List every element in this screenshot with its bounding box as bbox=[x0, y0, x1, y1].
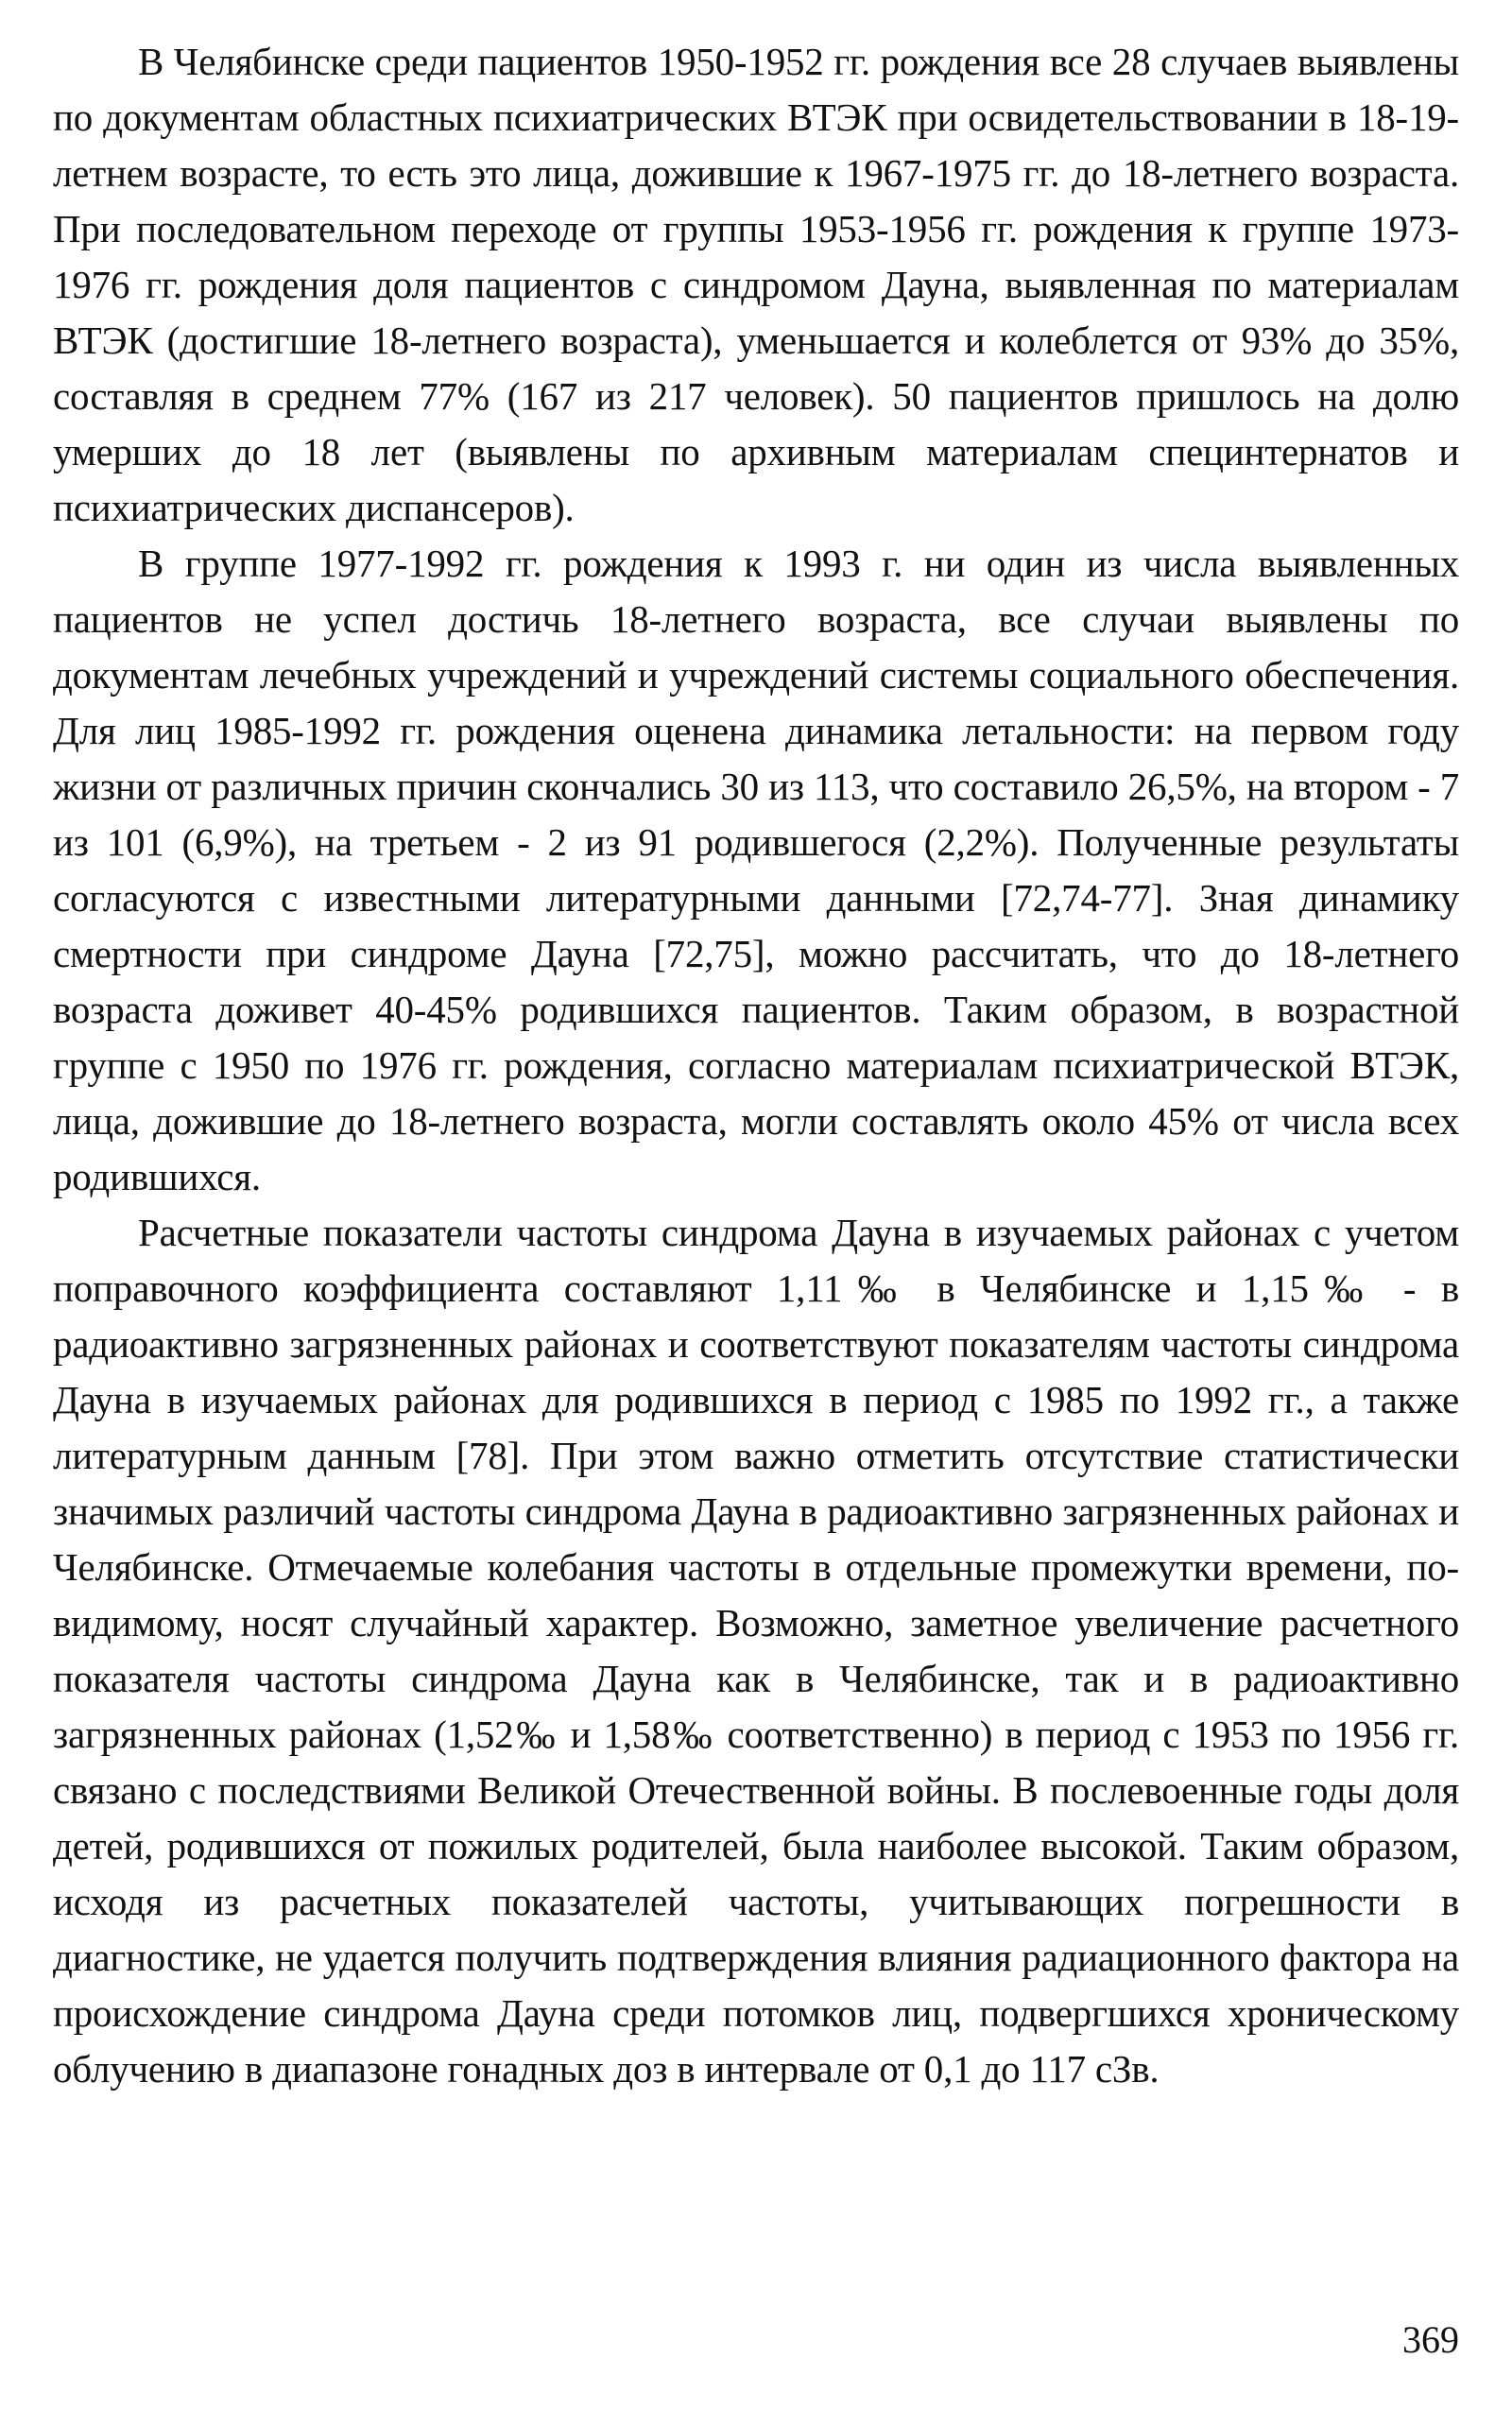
paragraph-mortality-dynamics: В группе 1977-1992 гг. рождения к 1993 г. ни один из числа выявленных пациентов не успел достичь 18-летнего возраста, все случаи выявлены по документам лечебных учреждений и учреждений системы социального обеспечения. Для лиц 1985-1992 гг. рождения оценена динамика летальности: на первом году жизни от различных причин скончались 30 из 113, что составило 26,5%, на втором - 7 из 101 (6,9%), на третьем - 2 из 91 родившегося (2,2%). Полученные результаты согласуются с известными литературными данными [72,74-77]. Зная динамику смертности при синдроме Дауна [72,75], можно рассчитать, что до 18-летнего возраста доживет 40-45% родившихся пациентов. Таким образом, в возрастной группе с 1950 по 1976 гг. рождения, согласно материалам психиатрической ВТЭК, лица, дожившие до 18-летнего возраста, могли составлять около 45% от числа всех родившихся. bbox=[53, 542, 1459, 1198]
paragraph-chelyabinsk-cases: В Челябинске среди пациентов 1950-1952 гг. рождения все 28 случаев выявлены по документам областных психиатрических ВТЭК при освидетельствовании в 18-19-летнем возрасте, то есть это лица, дожившие к 1967-1975 гг. до 18-летнего возраста. При последовательном переходе от группы 1953-1956 гг. рождения к группе 1973-1976 гг. рождения доля пациентов с синдромом Дауна, выявленная по материалам ВТЭК (достигшие 18-летнего возраста), уменьшается и колеблется от 93% до 35%, составляя в среднем 77% (167 из 217 человек). 50 пациентов пришлось на долю умерших до 18 лет (выявлены по архивным материалам специнтернатов и психиатрических диспансеров). bbox=[53, 40, 1459, 529]
paragraph-calculated-frequency: Расчетные показатели частоты синдрома Дауна в изучаемых районах с учетом поправочного коэффициента составляют 1,11‰ в Челябинске и 1,15‰ - в радиоактивно загрязненных районах и соответствуют показателям частоты синдрома Дауна в изучаемых районах для родившихся в период с 1985 по 1992 гг., а также литературным данным [78]. При этом важно отметить отсутствие статистически значимых различий частоты синдрома Дауна в радиоактивно загрязненных районах и Челябинске. Отмечаемые колебания частоты в отдельные промежутки времени, по-видимому, носят случайный характер. Возможно, заметное увеличение расчетного показателя частоты синдрома Дауна как в Челябинске, так и в радиоактивно загрязненных районах (1,52‰ и 1,58‰ соответственно) в период с 1953 по 1956 гг. связано с последствиями Великой Отечественной войны. В послевоенные годы доля детей, родившихся от пожилых родителей, была наиболее высокой. Таким образом, исходя из расчетных показателей частоты, учитывающих погрешности в диагностике, не удается получить подтверждения влияния радиационного фактора на происхождение синдрома Дауна среди потомков лиц, подвергшихся хроническому облучению в диапазоне гонадных доз в интервале от 0,1 до 117 сЗв. bbox=[53, 1211, 1459, 2091]
document-page bbox=[53, 34, 1459, 2097]
page-number: 369 bbox=[1402, 2318, 1459, 2361]
